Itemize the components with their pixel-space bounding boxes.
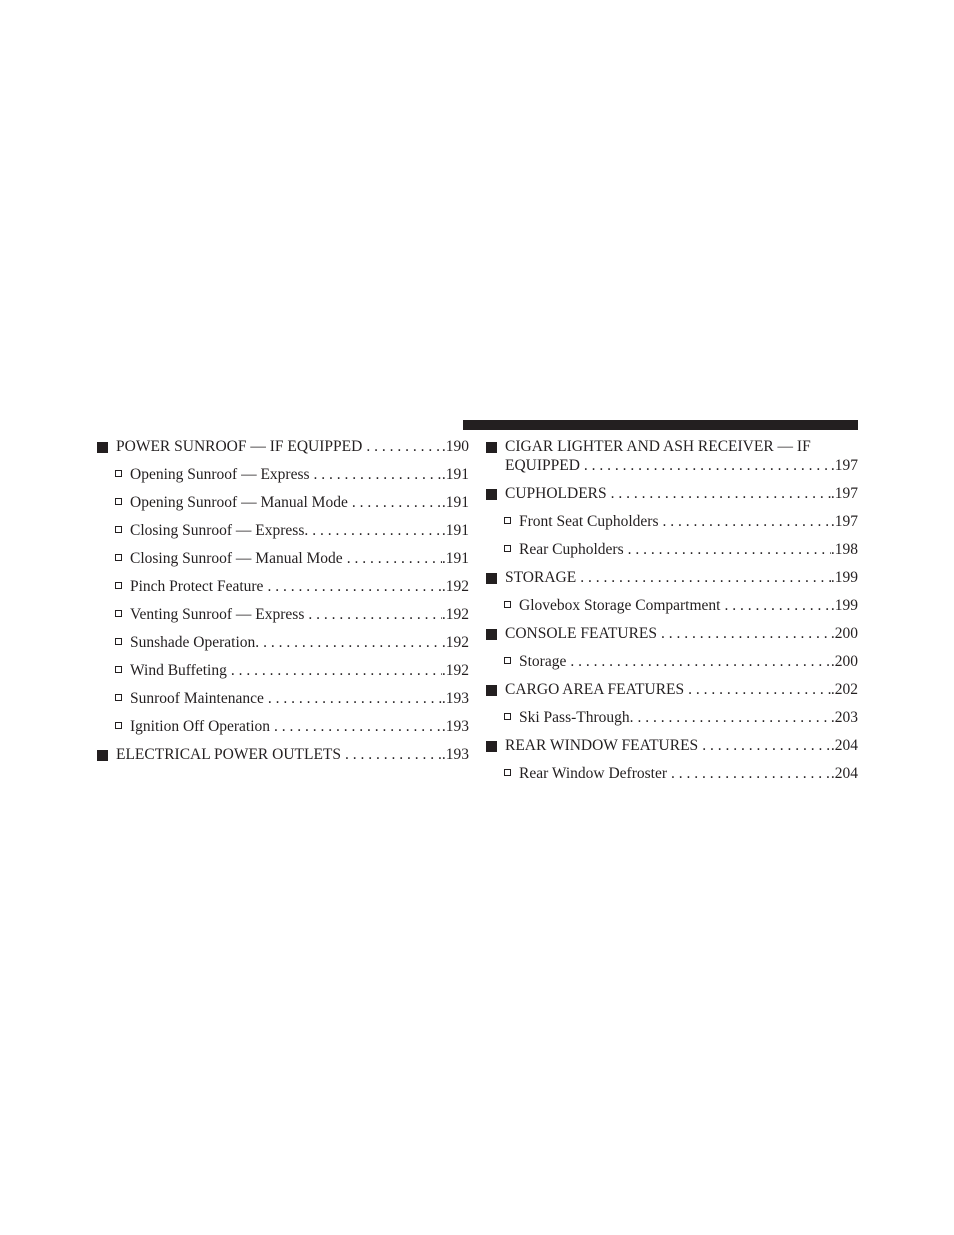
toc-entry-opening-sunroof-express[interactable]: Opening Sunroof — Express . . . .191 (96, 465, 469, 484)
filled-square-bullet-icon (486, 442, 497, 453)
hollow-square-bullet-icon (504, 517, 511, 524)
hollow-square-bullet-icon (504, 545, 511, 552)
filled-square-bullet-icon (486, 629, 497, 640)
toc-entry-opening-sunroof-manual[interactable]: Opening Sunroof — Manual Mode . . . .191 (96, 493, 469, 512)
filled-square-bullet-icon (97, 750, 108, 761)
hollow-square-bullet-icon (504, 657, 511, 664)
toc-entry-wind-buffeting[interactable]: Wind Buffeting . . . .192 (96, 661, 469, 680)
filled-square-bullet-icon (486, 573, 497, 584)
hollow-square-bullet-icon (115, 638, 122, 645)
toc-entry-closing-sunroof-express[interactable]: Closing Sunroof — Express. . . . .191 (96, 521, 469, 540)
hollow-square-bullet-icon (115, 526, 122, 533)
hollow-square-bullet-icon (504, 601, 511, 608)
hollow-square-bullet-icon (115, 610, 122, 617)
hollow-square-bullet-icon (115, 582, 122, 589)
toc-entry-rear-window-features[interactable]: REAR WINDOW FEATURES . . . .204 (485, 736, 858, 755)
filled-square-bullet-icon (486, 741, 497, 752)
toc-entry-rear-window-defroster[interactable]: Rear Window Defroster . . . .204 (485, 764, 858, 783)
toc-entry-electrical-power-outlets[interactable]: ELECTRICAL POWER OUTLETS . . . .193 (96, 745, 469, 764)
toc-entry-cigar-lighter[interactable]: CIGAR LIGHTER AND ASH RECEIVER — IF EQUIPPED . . . .197 (485, 437, 858, 475)
section-header-bar (463, 420, 858, 430)
toc-entry-ski-pass-through[interactable]: Ski Pass-Through. . . . .203 (485, 708, 858, 727)
toc-entry-storage[interactable]: STORAGE . . . .199 (485, 568, 858, 587)
filled-square-bullet-icon (486, 685, 497, 696)
toc-entry-front-seat-cupholders[interactable]: Front Seat Cupholders . . . .197 (485, 512, 858, 531)
hollow-square-bullet-icon (115, 666, 122, 673)
hollow-square-bullet-icon (504, 769, 511, 776)
filled-square-bullet-icon (97, 442, 108, 453)
toc-entry-pinch-protect[interactable]: Pinch Protect Feature . . . .192 (96, 577, 469, 596)
toc-entry-glovebox-storage[interactable]: Glovebox Storage Compartment . . . .199 (485, 596, 858, 615)
hollow-square-bullet-icon (504, 713, 511, 720)
toc-entry-closing-sunroof-manual[interactable]: Closing Sunroof — Manual Mode . . . .191 (96, 549, 469, 568)
toc-entry-power-sunroof[interactable]: POWER SUNROOF — IF EQUIPPED . . . .190 (96, 437, 469, 456)
hollow-square-bullet-icon (115, 722, 122, 729)
hollow-square-bullet-icon (115, 554, 122, 561)
toc-entry-console-storage[interactable]: Storage . . . .200 (485, 652, 858, 671)
toc-entry-cargo-area-features[interactable]: CARGO AREA FEATURES . . . .202 (485, 680, 858, 699)
toc-entry-sunshade-operation[interactable]: Sunshade Operation. . . . .192 (96, 633, 469, 652)
toc-column-left (96, 437, 469, 773)
toc-entry-venting-sunroof[interactable]: Venting Sunroof — Express . . . .192 (96, 605, 469, 624)
toc-entry-console-features[interactable]: CONSOLE FEATURES . . . .200 (485, 624, 858, 643)
hollow-square-bullet-icon (115, 498, 122, 505)
toc-column-right (485, 437, 858, 792)
filled-square-bullet-icon (486, 489, 497, 500)
toc-entry-ignition-off-operation[interactable]: Ignition Off Operation . . . .193 (96, 717, 469, 736)
hollow-square-bullet-icon (115, 470, 122, 477)
hollow-square-bullet-icon (115, 694, 122, 701)
toc-entry-rear-cupholders[interactable]: Rear Cupholders . . . .198 (485, 540, 858, 559)
toc-entry-sunroof-maintenance[interactable]: Sunroof Maintenance . . . .193 (96, 689, 469, 708)
toc-entry-cupholders[interactable]: CUPHOLDERS . . . .197 (485, 484, 858, 503)
